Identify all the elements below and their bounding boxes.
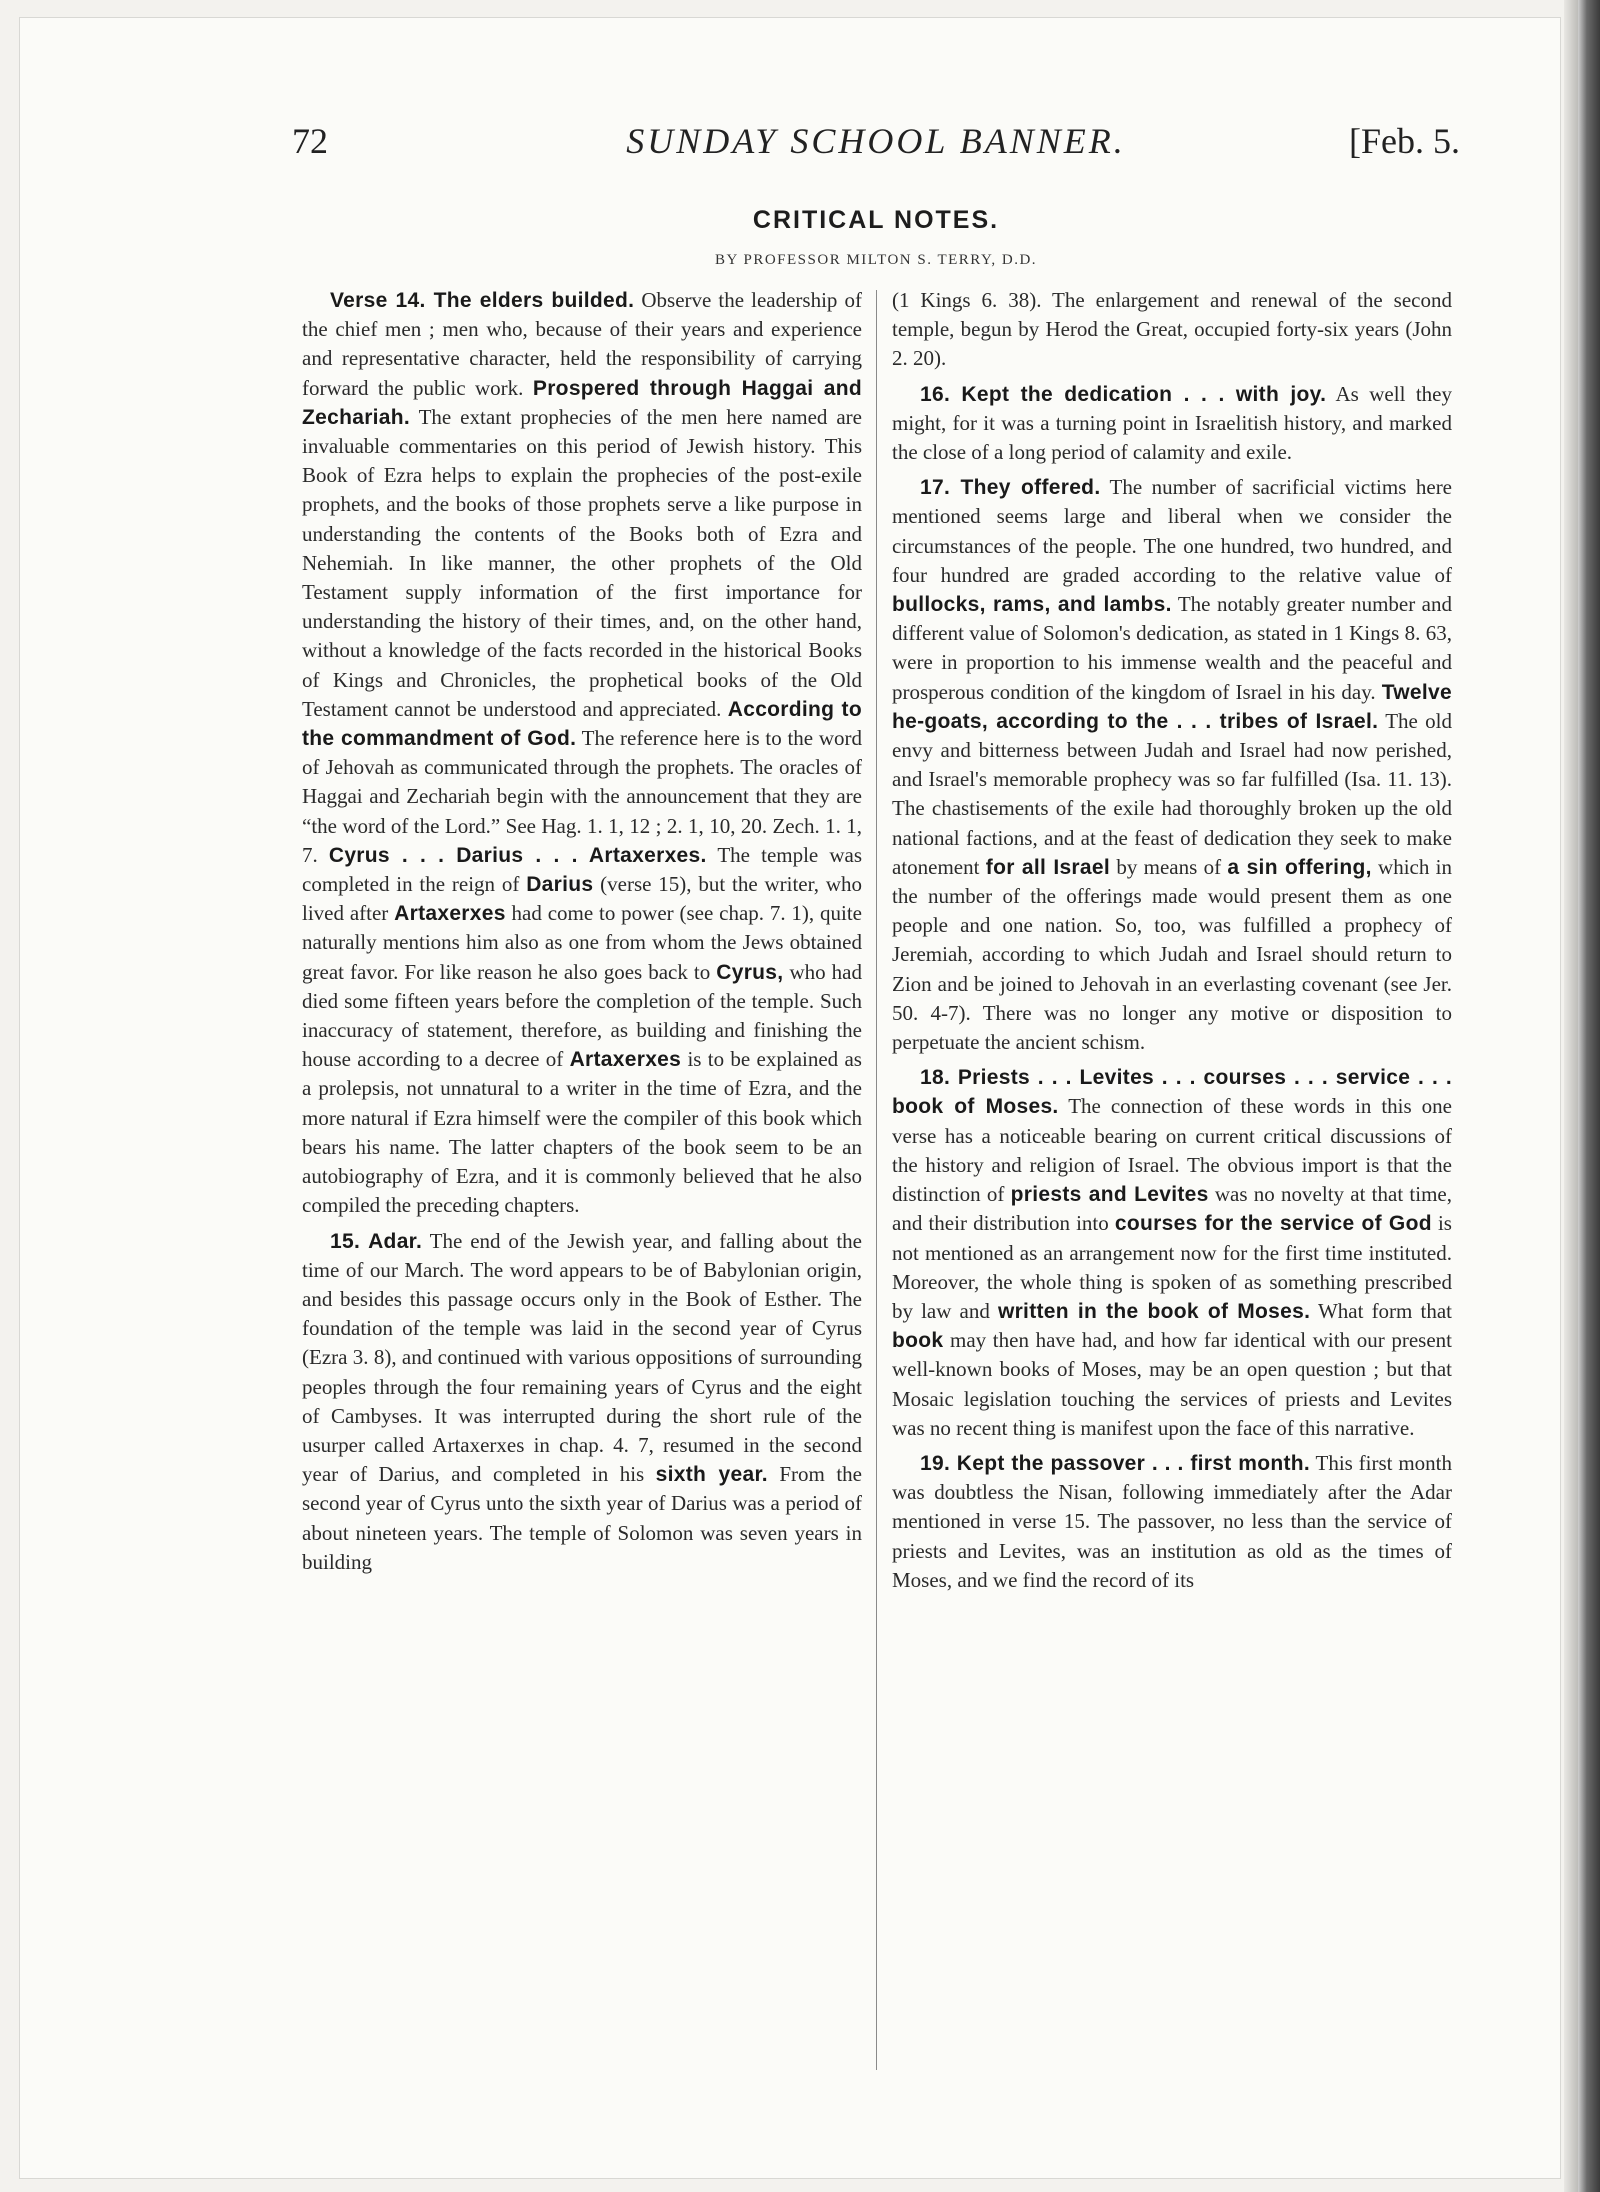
column-divider bbox=[876, 290, 877, 2070]
bold-lemma: 15. Adar. bbox=[330, 1229, 423, 1253]
bold-lemma: courses for the service of God bbox=[1114, 1212, 1432, 1236]
bold-lemma: Verse 14. The elders builded. bbox=[330, 289, 635, 312]
bold-lemma: Darius bbox=[526, 873, 594, 897]
left-text-column bbox=[302, 286, 862, 1583]
text-run: Observe the leadership of the chief men ; men who, because of their years and experience and representative character, held the responsibility of carrying forward the public work. bbox=[302, 288, 862, 400]
text-run: The notably greater number and different value of Solomon's dedication, as stated in 1 Kings 8. 63, were in proportion to his immense wealth and the peaceful and prosperous condition of the kingdom of Israel in his day. bbox=[892, 592, 1452, 704]
paragraph bbox=[302, 1227, 862, 1577]
text-run: which in the number of the offerings made would present them as one people and one nation. So, too, was fulfilled a prophecy of Jeremiah, according to which Judah and Israel should return to Zion and be joined to Jehovah in an everlasting covenant (see Jer. 50. 4-7). There was no longer any motive or disposition to perpetuate the ancient schism. bbox=[892, 854, 1452, 1055]
bold-lemma: a sin offering, bbox=[1227, 855, 1372, 879]
page-number: 72 bbox=[292, 121, 328, 161]
bold-lemma: book bbox=[892, 1329, 944, 1353]
bold-lemma: According to the commandment of God. bbox=[302, 697, 862, 751]
book-edge-inner bbox=[1564, 0, 1578, 2192]
bold-lemma: sixth year. bbox=[655, 1463, 768, 1487]
text-run: This first month was doubtless the Nisan, following immediately after the Adar mentioned in verse 15. The passover, no less than the service of priests and Levites, was an institution as old as the times of Moses, and we find the record of its bbox=[892, 1450, 1453, 1592]
text-run: by means of bbox=[1110, 854, 1228, 879]
paragraph bbox=[892, 286, 1452, 374]
bold-lemma: 18. Priests . . . Levites . . . courses . . . service . . . book of Moses. bbox=[892, 1066, 1452, 1119]
bold-lemma: 16. Kept the dedication . . . with joy. bbox=[920, 382, 1327, 406]
text-run: The old envy and bitterness between Judah and Israel had now perished, and Israel's memorable prophecy was so far fulfilled (Isa. 11. 13). The chastisements of the exile had thoroughly broken up the old national factions, and at the feast of dedication they seek to make atonement bbox=[892, 708, 1452, 879]
bold-lemma: Cyrus, bbox=[716, 960, 784, 984]
paragraph bbox=[892, 1449, 1452, 1595]
bold-lemma: Cyrus . . . Darius . . . Artaxerxes. bbox=[328, 843, 707, 867]
text-run: What form that bbox=[1310, 1298, 1452, 1323]
text-run: As well they might, for it was a turning point in Israelitish history, and marked the close of a long period of calamity and exile. bbox=[892, 381, 1452, 465]
running-header bbox=[292, 120, 1460, 180]
text-run: The temple was completed in the reign of bbox=[302, 842, 863, 897]
bold-lemma: priests and Levites bbox=[1010, 1183, 1209, 1207]
paragraph bbox=[892, 473, 1452, 1057]
text-run: (1 Kings 6. 38). The enlargement and renewal of the second temple, begun by Herod the Great, occupied forty-six years (John 2. 20). bbox=[892, 288, 1452, 371]
text-run: The connection of these words in this one verse has a noticeable bearing on current critical discussions of the history and religion of Israel. The obvious import is that the distinction of bbox=[892, 1094, 1452, 1207]
byline: BY PROFESSOR MILTON S. TERRY, D.D. bbox=[714, 252, 1038, 268]
text-run: From the second year of Cyrus unto the sixth year of Darius was a period of about nineteen years. The temple of Solomon was seven years in building bbox=[302, 1462, 862, 1574]
text-run: who had died some fifteen years before the completion of the temple. Such inaccuracy of statement, therefore, as building and finishing the house according to a decree of bbox=[302, 959, 862, 1072]
text-run: (verse 15), but the writer, who lived after bbox=[302, 872, 863, 926]
text-run: may then have had, and how far identical with our present well-known books of Moses, may be an open question ; but that Mosaic legislation touching the services of priests and Levites was no recent thing is manifest upon the face of this narrative. bbox=[892, 1328, 1452, 1440]
text-run: The extant prophecies of the men here named are invaluable commentaries on this period of Jewish history. This Book of Ezra helps to explain the prophecies of the post-exile prophets, and the books of those prophets serve a like purpose in understanding the contents of the Books both of Ezra and Nehemiah. In like manner, the other prophets of the Old Testament supply information of the first importance for understanding the history of their times, and, on the other hand, without a knowledge of the facts recorded in the historical Books of Kings and Chronicles, the prophetical books of the Old Testament cannot be understood and appreciated. bbox=[302, 404, 862, 721]
section-title: CRITICAL NOTES. bbox=[752, 206, 1000, 234]
bold-lemma: written in the book of Moses. bbox=[997, 1299, 1311, 1323]
book-edge-shadow bbox=[1578, 0, 1600, 2192]
paragraph bbox=[892, 380, 1452, 468]
running-title: SUNDAY SCHOOL BANNER. bbox=[626, 121, 1126, 161]
text-run: is not mentioned as an arrangement now for the first time instituted. Moreover, the whole thing is spoken of as something prescribed by law and bbox=[892, 1211, 1452, 1323]
text-run: The number of sacrificial victims here mentioned seems large and liberal when we consider the circumstances of the people. The one hundred, two hundred, and four hundred are graded according to the relative value of bbox=[892, 475, 1453, 587]
text-run: The reference here is to the word of Jehovah as communicated through the prophets. The oracles of Haggai and Zechariah begin with the announcement that they are “the word of the Lord.” See Hag. 1. 1, 12 ; 2. 1, 10, 20. Zech. 1. 1, 7. bbox=[302, 726, 862, 867]
bold-lemma: 19. Kept the passover . . . first month. bbox=[920, 1451, 1311, 1475]
bold-lemma: Artaxerxes bbox=[569, 1048, 682, 1072]
text-run: had come to power (see chap. 7. 1), quite naturally mentions him also as one from whom the Jews obtained great favor. For like reason he also goes back to bbox=[302, 901, 863, 984]
paragraph bbox=[302, 286, 862, 1221]
bold-lemma: 17. They offered. bbox=[920, 476, 1101, 500]
issue-date: [Feb. 5. bbox=[1349, 121, 1460, 161]
text-run: The end of the Jewish year, and falling about the time of our March. The word appears to be of Babylonian origin, and besides this passage occurs only in the Book of Esther. The foundation of the temple was laid in the second year of Cyrus (Ezra 3. 8), and continued with various oppositions of surrounding peoples through the four remaining years of Cyrus and the eight of Cambyses. It was interrupted during the short rule of the usurper called Artaxerxes in chap. 4. 7, resumed in the second year of Darius, and completed in his bbox=[302, 1228, 862, 1487]
right-text-column bbox=[892, 286, 1452, 1601]
bold-lemma: bullocks, rams, and lambs. bbox=[892, 593, 1172, 617]
bold-lemma: Artaxerxes bbox=[394, 902, 506, 926]
bold-lemma: Prospered through Haggai and Zechariah. bbox=[302, 376, 862, 429]
bold-lemma: Twelve he-goats, according to the . . . tribes of Israel. bbox=[892, 680, 1452, 733]
text-run: was no novelty at that time, and their distribution into bbox=[892, 1182, 1452, 1236]
paragraph bbox=[892, 1063, 1452, 1443]
text-run: is to be explained as a prolepsis, not unnatural to a writer in the time of Ezra, and the more natural if Ezra himself were the compiler of this book which bears his name. The latter chapters of the book seem to be an autobiography of Ezra, and it is commonly believed that he also compiled the preceding chapters. bbox=[302, 1047, 862, 1218]
bold-lemma: for all Israel bbox=[985, 855, 1110, 879]
